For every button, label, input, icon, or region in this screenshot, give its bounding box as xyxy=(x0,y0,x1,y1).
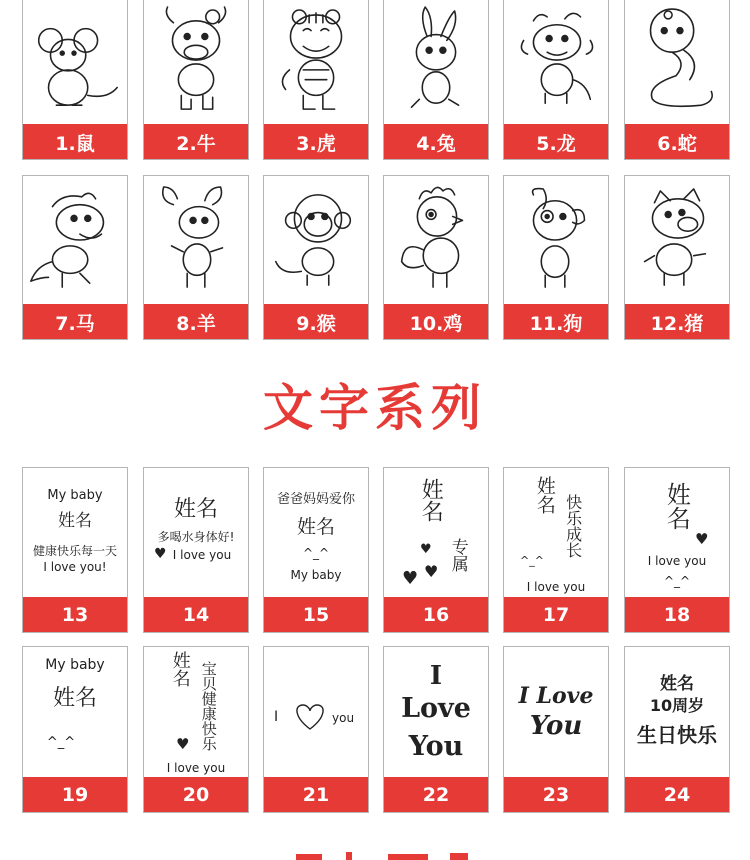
text-card-23[interactable] xyxy=(503,646,609,813)
text-card-14[interactable] xyxy=(143,467,249,633)
cropped-heading-fragment xyxy=(280,850,480,860)
section-title: 文字系列 xyxy=(263,379,487,437)
card-number: 21 xyxy=(263,777,369,813)
heart-icon: ♥ xyxy=(420,542,432,557)
text-card-17[interactable] xyxy=(503,467,609,633)
animal-label: 11.狗 xyxy=(503,304,609,340)
card-line: I love you xyxy=(166,761,226,775)
heart-icon: ♥ xyxy=(402,568,419,589)
animal-card-ox[interactable] xyxy=(143,0,249,160)
card-number: 19 xyxy=(22,777,128,813)
card-line: ^_^ xyxy=(46,735,76,750)
card-line: 宝贝健康快乐 xyxy=(199,661,218,751)
dragon-icon xyxy=(504,0,608,125)
card-line: I love you xyxy=(647,554,707,568)
card-number: 17 xyxy=(503,597,609,633)
card-line: 姓名 xyxy=(660,674,694,694)
card-number: 13 xyxy=(22,597,128,633)
animal-label: 12.猪 xyxy=(624,304,730,340)
animal-label: 1.鼠 xyxy=(22,124,128,160)
goat-icon xyxy=(144,176,248,304)
card-line: 健康快乐每一天 xyxy=(32,544,117,558)
text-card-19[interactable] xyxy=(22,646,128,813)
card-line: My baby xyxy=(290,568,342,582)
card-number: 20 xyxy=(143,777,249,813)
card-line: ^_^ xyxy=(302,546,330,560)
tiger-icon xyxy=(264,0,368,125)
animal-label: 4.兔 xyxy=(383,124,489,160)
rabbit-icon xyxy=(384,0,488,125)
heart-outline-icon xyxy=(292,703,328,731)
text-card-15[interactable] xyxy=(263,467,369,633)
snake-icon xyxy=(625,0,729,125)
animal-card-tiger[interactable] xyxy=(263,0,369,160)
card-line: I love you xyxy=(526,580,586,594)
card-line: My baby xyxy=(45,657,105,673)
card-number: 24 xyxy=(624,777,730,813)
text-card-18[interactable] xyxy=(624,467,730,633)
card-number: 16 xyxy=(383,597,489,633)
horse-icon xyxy=(23,176,127,304)
card-line: My baby xyxy=(47,488,103,503)
animal-label: 9.猴 xyxy=(263,304,369,340)
card-line: 爸爸妈妈爱你 xyxy=(276,492,355,507)
card-number: 14 xyxy=(143,597,249,633)
animal-label: 10.鸡 xyxy=(383,304,489,340)
card-line: 快乐成长 xyxy=(563,494,583,558)
rooster-icon xyxy=(384,176,488,304)
pig-icon xyxy=(625,176,729,304)
animal-label: 2.牛 xyxy=(143,124,249,160)
text-card-21[interactable] xyxy=(263,646,369,813)
card-line: 姓名 xyxy=(296,516,335,538)
card-line: I love you xyxy=(172,548,232,562)
animal-card-monkey[interactable] xyxy=(263,175,369,340)
ox-icon xyxy=(144,0,248,125)
card-line: 多喝水身体好! xyxy=(157,530,235,544)
card-line: I love you! xyxy=(43,560,107,574)
animal-label: 8.羊 xyxy=(143,304,249,340)
card-line: 姓名 xyxy=(169,651,191,687)
heart-icon: ♥ xyxy=(424,562,439,581)
card-number: 18 xyxy=(624,597,730,633)
card-line: You xyxy=(408,731,464,762)
card-line: You xyxy=(529,711,583,741)
heart-icon: ♥ xyxy=(176,735,190,753)
animal-label: 6.蛇 xyxy=(624,124,730,160)
card-line: 姓名 xyxy=(533,476,556,514)
animal-card-snake[interactable] xyxy=(624,0,730,160)
animal-card-rooster[interactable] xyxy=(383,175,489,340)
text-card-24[interactable] xyxy=(624,646,730,813)
card-line: 姓名 xyxy=(662,482,691,530)
card-line: ^_^ xyxy=(663,574,691,588)
card-line: Love xyxy=(401,693,471,724)
animal-card-dog[interactable] xyxy=(503,175,609,340)
heart-icon: ♥ xyxy=(695,530,709,548)
animal-card-horse[interactable] xyxy=(22,175,128,340)
animal-label: 3.虎 xyxy=(263,124,369,160)
animal-label: 5.龙 xyxy=(503,124,609,160)
rat-icon xyxy=(23,0,127,125)
text-card-22[interactable] xyxy=(383,646,489,813)
animal-card-pig[interactable] xyxy=(624,175,730,340)
card-line: I Love xyxy=(518,683,594,709)
card-line: 生日快乐 xyxy=(637,723,717,747)
card-number: 22 xyxy=(383,777,489,813)
card-line: I xyxy=(429,661,443,691)
animal-card-rabbit[interactable] xyxy=(383,0,489,160)
text-card-20[interactable] xyxy=(143,646,249,813)
animal-card-rat[interactable] xyxy=(22,0,128,160)
animal-card-goat[interactable] xyxy=(143,175,249,340)
text-card-13[interactable] xyxy=(22,467,128,633)
animal-card-dragon[interactable] xyxy=(503,0,609,160)
monkey-icon xyxy=(264,176,368,304)
card-line: 专属 xyxy=(447,538,468,572)
card-number: 23 xyxy=(503,777,609,813)
card-line: 姓名 xyxy=(52,686,97,711)
card-line: 姓名 xyxy=(173,497,218,522)
card-line: ^_^ xyxy=(520,554,544,567)
card-line: you xyxy=(332,711,355,725)
text-card-16[interactable] xyxy=(383,467,489,633)
card-line: I xyxy=(274,709,279,725)
card-line: 10周岁 xyxy=(649,696,705,715)
card-number: 15 xyxy=(263,597,369,633)
card-line: 姓名 xyxy=(418,478,444,522)
heart-icon: ♥ xyxy=(154,546,167,562)
dog-icon xyxy=(504,176,608,304)
animal-label: 7.马 xyxy=(22,304,128,340)
card-line: 姓名 xyxy=(58,511,92,531)
